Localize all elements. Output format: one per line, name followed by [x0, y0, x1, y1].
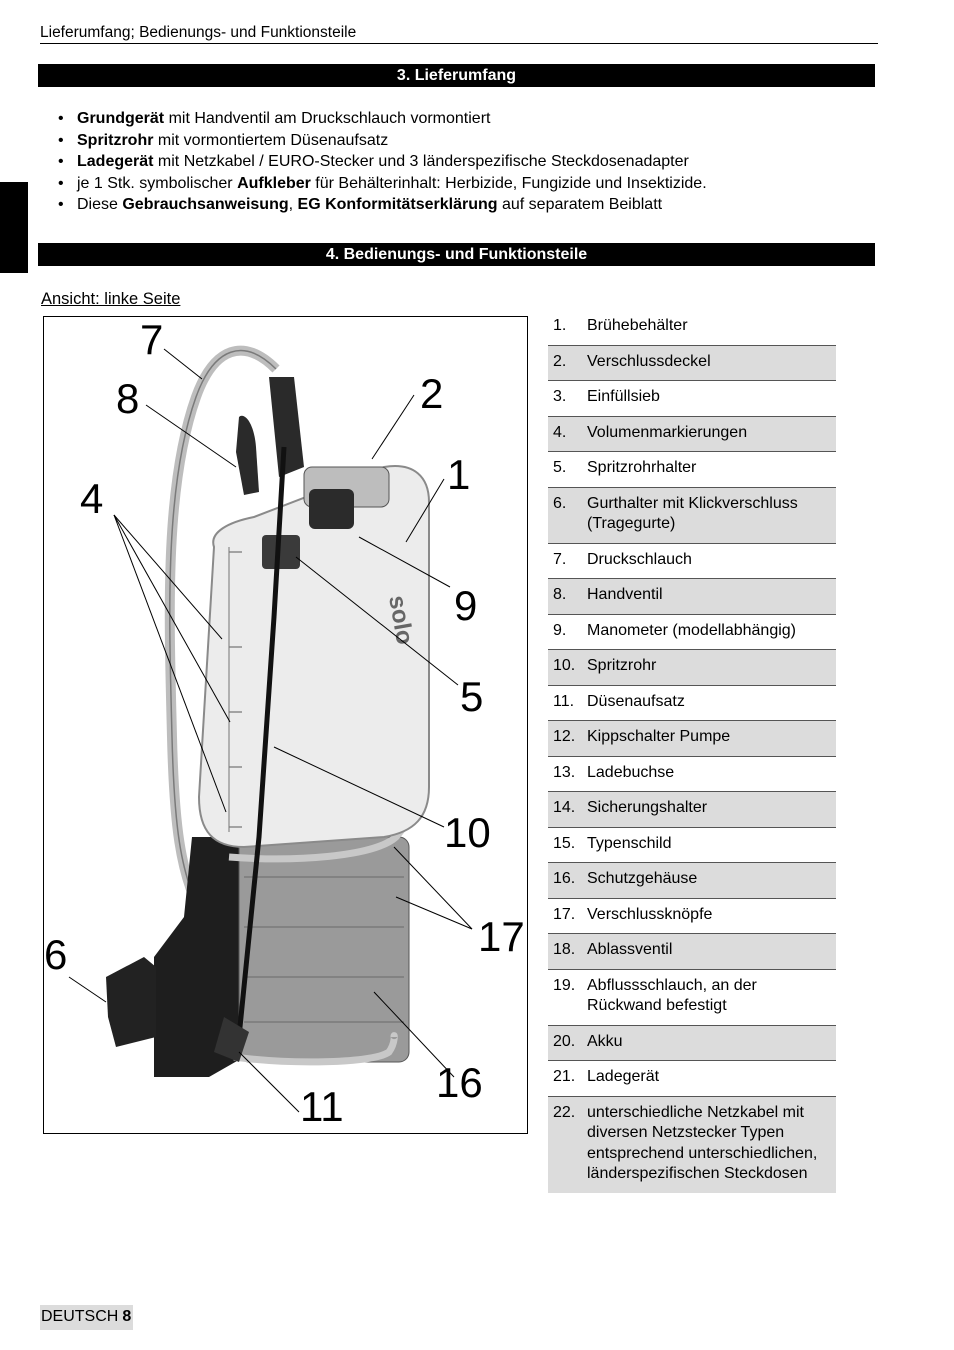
part-label: Schutzgehäuse [587, 870, 698, 887]
part-row [548, 934, 836, 970]
part-row [548, 1097, 836, 1193]
list-item: • Spritzrohr mit vormontiertem Düsenaufsatz [58, 130, 707, 152]
list-item: • Ladegerät mit Netzkabel / EURO-Stecker und 3 länderspezifische Steckdosenadapter [58, 151, 707, 173]
part-row [548, 310, 836, 346]
part-row [548, 792, 836, 828]
part-row [548, 686, 836, 722]
page-footer [40, 1305, 133, 1330]
part-number: 3. [553, 388, 567, 405]
part-label: Volumenmarkierungen [587, 423, 748, 441]
view-label: Ansicht: linke Seite [41, 290, 181, 308]
callout-11: 11 [300, 1083, 344, 1130]
callout-8: 8 [116, 375, 140, 422]
callout-6: 6 [44, 931, 68, 978]
part-label: Spritzrohrhalter [587, 459, 697, 476]
part-number: 4. [553, 423, 567, 441]
part-number: 12. [553, 728, 576, 745]
manometer [309, 489, 354, 529]
list-item: • Grundgerät mit Handventil am Druckschlauch vormontiert [58, 108, 707, 130]
part-number: 19. [553, 976, 576, 994]
protective-housing [239, 837, 409, 1062]
part-row [548, 1061, 836, 1097]
part-number: 14. [553, 799, 576, 816]
running-header: Lieferumfang; Bedienungs- und Funktionsteile [40, 24, 878, 44]
page-number: 8 [122, 1308, 132, 1325]
sprayer-figure [43, 316, 528, 1134]
callout-5: 5 [460, 673, 484, 720]
part-row [548, 650, 836, 686]
list-item: • Diese Gebrauchsanweisung, EG Konformitätserklärung auf separatem Beiblatt [58, 194, 707, 216]
callout-10: 10 [444, 809, 491, 856]
part-row [548, 346, 836, 382]
part-number: 8. [553, 586, 567, 603]
part-label: Verschlussknöpfe [587, 905, 713, 923]
part-label: Handventil [587, 586, 663, 603]
callout-2: 2 [420, 370, 444, 417]
part-number: 7. [553, 550, 567, 568]
callout-16: 16 [436, 1059, 483, 1106]
delivery-list [58, 108, 707, 216]
part-row [548, 970, 836, 1026]
part-number: 1. [553, 317, 567, 334]
footer-language: DEUTSCH [41, 1308, 119, 1325]
part-label: Manometer (modellabhängig) [587, 621, 796, 639]
part-row [548, 757, 836, 793]
part-label: Einfüllsieb [587, 388, 660, 405]
parts-list [548, 310, 836, 1193]
callout-17: 17 [478, 913, 525, 960]
part-label: Verschlussdeckel [587, 352, 711, 370]
part-number: 2. [553, 352, 567, 370]
part-row [548, 579, 836, 615]
part-row [548, 488, 836, 544]
part-label: Düsenaufsatz [587, 692, 685, 710]
brand-logo: solo [383, 593, 419, 647]
part-row [548, 1026, 836, 1062]
part-label: Ablassventil [587, 941, 673, 958]
callout-4: 4 [80, 475, 104, 522]
part-label: Spritzrohr [587, 657, 657, 674]
language-side-tab [0, 182, 28, 273]
section-4-title: 4. Bedienungs- und Funktionsteile [38, 243, 875, 266]
callout-7: 7 [140, 317, 164, 363]
part-label: Abflussschlauch, an der Rückwand befestigt [587, 976, 757, 1014]
part-number: 18. [553, 941, 576, 958]
part-number: 6. [553, 494, 567, 512]
part-number: 22. [553, 1103, 576, 1121]
part-number: 20. [553, 1032, 576, 1050]
hand-valve [236, 416, 259, 495]
part-row [548, 381, 836, 417]
valve-grip [269, 377, 304, 477]
part-row [548, 452, 836, 488]
part-row [548, 615, 836, 651]
part-label: unterschiedliche Netzkabel mit diversen Netzstecker Typen entsprechend unterschiedlichen, länderspezifischen Steckdosen [587, 1103, 818, 1182]
part-label: Ladegerät [587, 1068, 660, 1085]
part-row [548, 899, 836, 935]
sprayer-illustration [44, 317, 527, 1133]
part-label: Brühebehälter [587, 317, 688, 334]
part-label: Typenschild [587, 834, 672, 852]
part-row [548, 828, 836, 864]
part-number: 5. [553, 459, 567, 476]
part-number: 13. [553, 763, 576, 781]
callout-1: 1 [447, 451, 471, 498]
part-number: 11. [553, 692, 575, 710]
strap-holder [106, 957, 156, 1047]
part-row [548, 417, 836, 453]
part-label: Kippschalter Pumpe [587, 728, 731, 745]
part-number: 15. [553, 834, 576, 852]
part-row [548, 863, 836, 899]
part-label: Druckschlauch [587, 550, 692, 568]
part-number: 10. [553, 657, 576, 674]
callout-9: 9 [454, 582, 478, 629]
part-label: Ladebuchse [587, 763, 675, 781]
list-item: • je 1 Stk. symbolischer Aufkleber für Behälterinhalt: Herbizide, Fungizide und Insektizide. [58, 173, 707, 195]
part-label: Gurthalter mit Klickverschluss (Tragegurte) [587, 494, 798, 532]
part-number: 16. [553, 870, 576, 887]
part-label: Akku [587, 1032, 623, 1050]
section-3-title: 3. Lieferumfang [38, 64, 875, 87]
part-number: 21. [553, 1068, 576, 1085]
part-number: 9. [553, 621, 567, 639]
part-row [548, 721, 836, 757]
part-row [548, 544, 836, 580]
part-label: Sicherungshalter [587, 799, 708, 816]
part-number: 17. [553, 905, 576, 923]
